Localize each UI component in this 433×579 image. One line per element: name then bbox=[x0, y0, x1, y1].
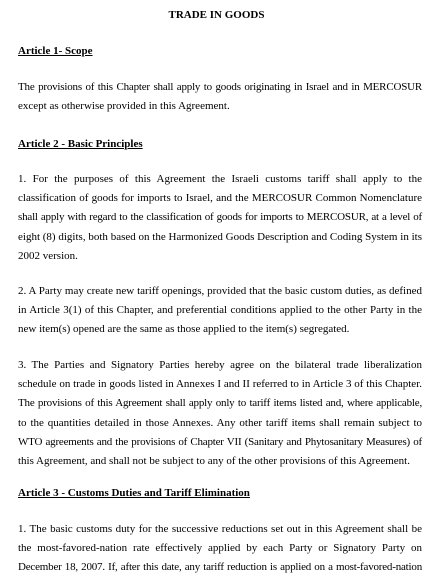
text-line: in Article 3(1) of this Chapter, and preferential conditions applied to the other Party in the bbox=[18, 304, 422, 317]
text-line: 2. A Party may create new tariff openings, provided that the basic custom duties, as defined bbox=[18, 285, 422, 297]
text-line: 1. The basic customs duty for the successive reductions set out in this Agreement shall be bbox=[18, 523, 422, 535]
article-2-paragraph-3 bbox=[18, 356, 422, 471]
text-line: classification of goods for imports to Israel, and the MERCOSUR Common Nomenclature bbox=[18, 192, 422, 205]
text-line: to the quantities detailed in those Annexes. Any other tariff items shall remain subject to bbox=[18, 416, 422, 429]
article-1-paragraph bbox=[18, 78, 422, 116]
text-line: 1. For the purposes of this Agreement the Israeli customs tariff shall apply to the bbox=[18, 173, 422, 185]
text-line: WTO agreements and the provisions of Chapter VII (Sanitary and Phytosanitary Measures) of bbox=[18, 435, 422, 448]
text-line: December 18, 2007. If, after this date, any tariff reduction is applied on a most-favored-nation bbox=[18, 561, 422, 574]
text-line: The provisions of this Chapter shall apply to goods originating in Israel and in MERCOSUR bbox=[18, 81, 422, 93]
text-line: 3. The Parties and Signatory Parties hereby agree on the bilateral trade liberalization bbox=[18, 359, 422, 371]
article-2-heading: Article 2 - Basic Principles bbox=[18, 138, 143, 150]
article-1-heading: Article 1- Scope bbox=[18, 45, 93, 57]
article-3-paragraph-1 bbox=[18, 520, 422, 578]
text-line: eight (8) digits, both based on the Harmonized Goods Description and Coding System in its bbox=[18, 230, 422, 243]
text-line: 2002 version. bbox=[18, 249, 78, 262]
text-line: schedule on trade in goods listed in Annexes I and II referred to in Article 3 of this Chapter. bbox=[18, 378, 422, 391]
article-3-heading: Article 3 - Customs Duties and Tariff Elimination bbox=[18, 487, 250, 499]
text-line: shall apply with regard to the classification of goods for imports to MERCOSUR, at a level of bbox=[18, 211, 422, 224]
text-line: except as otherwise provided in this Agreement. bbox=[18, 100, 230, 113]
article-2-paragraph-1 bbox=[18, 170, 422, 266]
text-line: the most-favored-nation rate effectively applied by each Party or Signatory Party on bbox=[18, 542, 422, 555]
text-line: new item(s) opened are the same as those applied to the item(s) segregated. bbox=[18, 323, 350, 336]
text-line: this Agreement, and shall not be subject to any of the other provisions of this Agreement. bbox=[18, 455, 410, 468]
document-title: TRADE IN GOODS bbox=[168, 9, 265, 21]
article-2-paragraph-2 bbox=[18, 282, 422, 340]
text-line: The provisions of this Agreement shall apply only to tariff items listed and, where applicable, bbox=[18, 397, 422, 410]
